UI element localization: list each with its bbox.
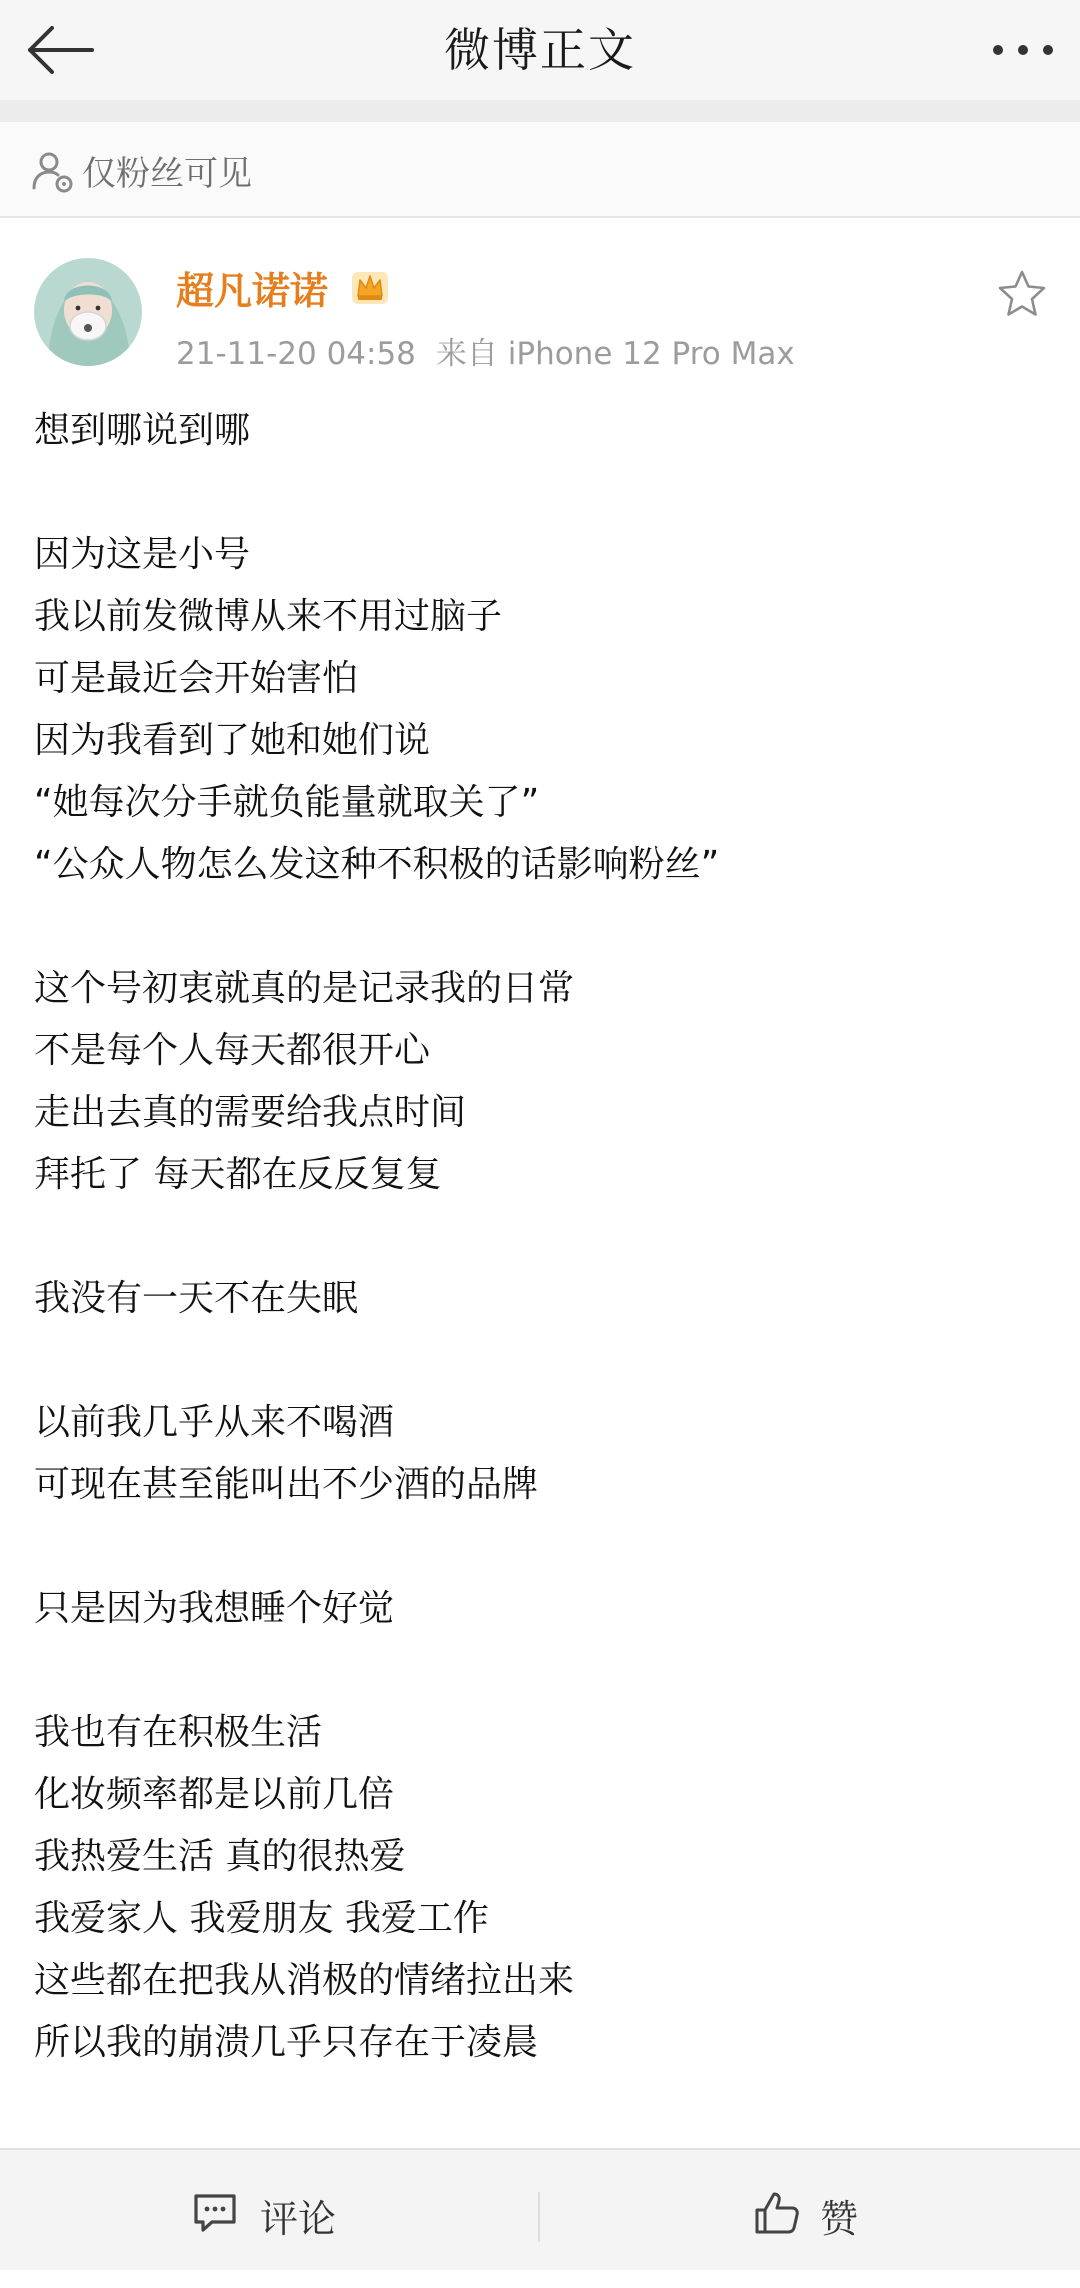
paragraph-spacer: [34, 462, 1044, 524]
comment-label: 评论: [260, 2197, 337, 2241]
post-text-line: 不是每个人每天都很开心: [34, 1030, 431, 1071]
post-text-line: 我爱家人 我爱朋友 我爱工作: [34, 1898, 489, 1939]
comment-icon: [190, 2188, 240, 2238]
avatar[interactable]: [34, 258, 142, 366]
paragraph-spacer: [34, 1640, 1044, 1702]
post-text-line: 所以我的崩溃几乎只存在于凌晨: [34, 2022, 539, 2063]
author-name[interactable]: 超凡诺诺: [176, 269, 329, 313]
post-text-line: 我热爱生活 真的很热爱: [34, 1836, 406, 1877]
top-navigation-bar: [0, 0, 1080, 100]
post-text-line: 拜托了 每天都在反反复复: [34, 1154, 442, 1195]
post-meta: [176, 328, 795, 373]
post-time: 21-11-20 04:58: [176, 336, 416, 372]
star-icon[interactable]: [996, 268, 1048, 320]
post-text-line: 以前我几乎从来不喝酒: [34, 1402, 395, 1443]
thumbs-up-icon: [752, 2188, 802, 2238]
paragraph-spacer: [34, 1516, 1044, 1578]
post-text-line: “她每次分手就负能量就取关了”: [34, 782, 540, 823]
fans-only-icon: [30, 148, 76, 194]
post-text-line: 因为这是小号: [34, 534, 251, 575]
post-text-line: 我也有在积极生活: [34, 1712, 323, 1753]
bottom-edge: [0, 2270, 1080, 2288]
comment-button[interactable]: [190, 2180, 380, 2246]
content-fade: [0, 2086, 1080, 2148]
post-text-line: 因为我看到了她和她们说: [34, 720, 431, 761]
post-text-line: 我以前发微博从来不用过脑子: [34, 596, 503, 637]
post-text-line: 可是最近会开始害怕: [34, 658, 359, 699]
visibility-label: 仅粉丝可见: [82, 154, 252, 194]
like-button[interactable]: [752, 2180, 872, 2246]
more-dots-icon[interactable]: [988, 20, 1058, 80]
paragraph-spacer: [34, 1330, 1044, 1392]
post-text-line: 化妆频率都是以前几倍: [34, 1774, 395, 1815]
post-text-line: 我没有一天不在失眠: [34, 1278, 359, 1319]
post-text-line: 这个号初衷就真的是记录我的日常: [34, 968, 575, 1009]
page-title: 微博正文: [444, 23, 636, 77]
visibility-notice: [0, 122, 1080, 218]
post-source: 来自 iPhone 12 Pro Max: [435, 336, 795, 372]
post-body: [34, 400, 1044, 2074]
paragraph-spacer: [34, 1206, 1044, 1268]
bottom-action-bar: [0, 2148, 1080, 2288]
header-separator: [0, 100, 1080, 122]
action-divider: [538, 2192, 540, 2242]
post-text-line: 这些都在把我从消极的情绪拉出来: [34, 1960, 575, 2001]
post-text-line: 可现在甚至能叫出不少酒的品牌: [34, 1464, 539, 1505]
post-text-line: 想到哪说到哪: [34, 410, 251, 451]
post-text-line: 走出去真的需要给我点时间: [34, 1092, 467, 1133]
post-text-line: 只是因为我想睡个好觉: [34, 1588, 395, 1629]
post-text-line: “公众人物怎么发这种不积极的话影响粉丝”: [34, 844, 720, 885]
paragraph-spacer: [34, 896, 1044, 958]
crown-badge-icon: [348, 264, 392, 308]
like-label: 赞: [820, 2197, 859, 2241]
